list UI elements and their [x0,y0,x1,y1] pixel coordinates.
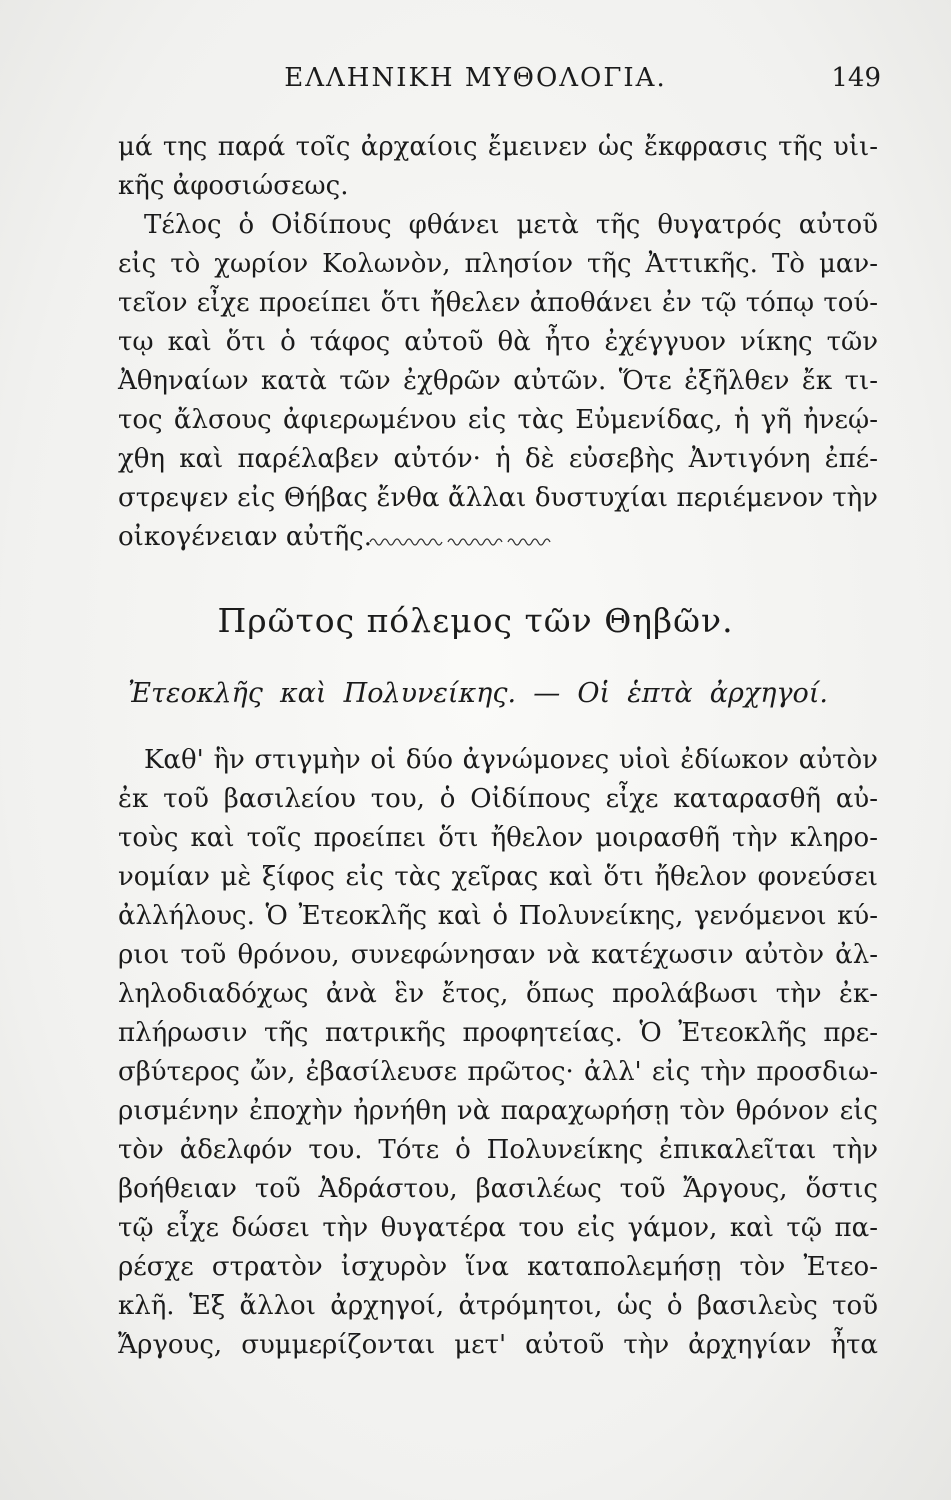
text-line: ρισμένην ἐποχὴν ἠρνήθη νὰ παραχωρήσῃ τὸν θρόνον εἰς [118,1096,878,1126]
text-line: σβύτερος ὤν, ἐβασίλευσε πρῶτος· ἀλλ' εἰς τὴν προσδιω- [118,1057,878,1087]
text-line: βοήθειαν τοῦ Ἀδράστου, βασιλέως τοῦ Ἄργους, ὅστις [118,1174,878,1204]
text-line: οἰκογένειαν αὐτῆς. [118,522,373,552]
text-line: τῷ εἶχε δώσει τὴν θυγατέρα του εἰς γάμον, καὶ τῷ πα- [118,1213,878,1243]
text-line: νομίαν μὲ ξίφος εἰς τὰς χεῖρας καὶ ὅτι ἤθελον φονεύσει [118,862,878,892]
paragraph-2 [118,741,878,1365]
text-line: μά της παρά τοῖς ἀρχαίοις ἔμεινεν ὡς ἔκφρασις τῆς υἱι- [118,132,878,162]
text-line: Καθ' ἣν στιγμὴν οἱ δύο ἀγνώμονες υἱοὶ ἐδίωκον αὐτὸν [144,745,878,775]
text-line: Ἀθηναίων κατὰ τῶν ἐχθρῶν αὐτῶν. Ὅτε ἐξῆλθεν ἔκ τι- [118,366,878,396]
text-line: τος ἄλσους ἀφιερωμένου εἰς τὰς Εὐμενίδας, ἡ γῆ ἠνεῴ- [118,405,878,435]
text-line: κῆς ἀφοσιώσεως. [118,171,349,201]
text-line: τὸν ἀδελφόν του. Τότε ὁ Πολυνείκης ἐπικαλεῖται τὴν [118,1135,878,1165]
page-number: 149 [831,63,881,93]
text-line: κλῆ. Ἑξ ἄλλοι ἀρχηγοί, ἀτρόμητοι, ὡς ὁ βασιλεὺς τοῦ [118,1291,878,1321]
section-title: Πρῶτος πόλεμος τῶν Θηβῶν. [217,601,734,640]
text-line: εἰς τὸ χωρίον Κολωνὸν, πλησίον τῆς Ἀττικῆς. Τὸ μαν- [118,249,878,279]
text-line: Ἄργους, συμμερίζονται μετ' αὐτοῦ τὴν ἀρχηγίαν ἦτα [118,1330,878,1360]
running-header-title: ΕΛΛΗΝΙΚΗ ΜΥΘΟΛΟΓΙΑ. [284,63,667,93]
text-line: χθη καὶ παρέλαβεν αὐτόν· ἡ δὲ εὐσεβὴς Ἀντιγόνη ἐπέ- [118,444,878,474]
text-line: πλήρωσιν τῆς πατρικῆς προφητείας. Ὁ Ἐτεοκλῆς πρε- [118,1018,878,1048]
text-line: ἐκ τοῦ βασιλείου του, ὁ Οἰδίπους εἶχε καταρασθῆ αὐ- [118,784,878,814]
wavy-divider-ornament [368,533,552,551]
paragraph-1 [118,128,878,557]
text-line: τεῖον εἶχε προείπει ὅτι ἤθελεν ἀποθάνει ἐν τῷ τόπῳ τού- [118,288,878,318]
text-line: ἀλλήλους. Ὁ Ἐτεοκλῆς καὶ ὁ Πολυνείκης, γενόμενοι κύ- [118,901,878,931]
text-line: ληλοδιαδόχως ἀνὰ ἓν ἔτος, ὅπως προλάβωσι τὴν ἐκ- [118,979,878,1009]
text-line: Τέλος ὁ Οἰδίπους φθάνει μετὰ τῆς θυγατρός αὐτοῦ [144,210,878,240]
text-line: ριοι τοῦ θρόνου, συνεφώνησαν νὰ κατέχωσιν αὐτὸν ἀλ- [118,940,878,970]
section-subtitle: Ἐτεοκλῆς καὶ Πολυνείκης. — Οἱ ἑπτὰ ἀρχηγοί. [128,678,828,709]
text-line: ρέσχε στρατὸν ἰσχυρὸν ἵνα καταπολεμήσῃ τὸν Ἐτεο- [118,1252,878,1282]
text-line: τοὺς καὶ τοῖς προείπει ὅτι ἤθελον μοιρασθῆ τὴν κληρο- [118,823,878,853]
text-line: τῳ καὶ ὅτι ὁ τάφος αὐτοῦ θὰ ἦτο ἐχέγγυον νίκης τῶν [118,327,878,357]
text-line: στρεψεν εἰς Θήβας ἔνθα ἄλλαι δυστυχίαι περιέμενον τὴν [118,483,878,513]
